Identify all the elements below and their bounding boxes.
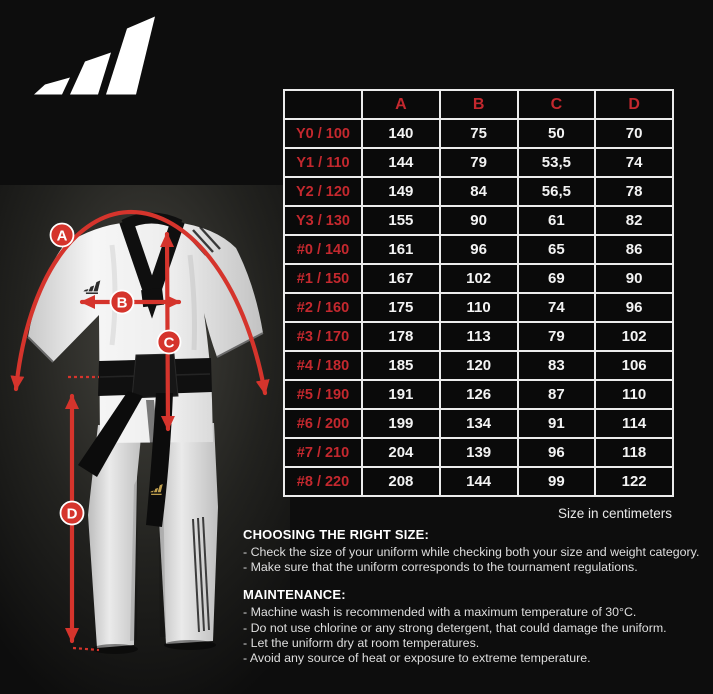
measurement-value: 178 (362, 322, 440, 351)
measurement-value: 74 (518, 293, 596, 322)
measurement-value: 74 (595, 148, 673, 177)
measurement-value: 144 (440, 467, 518, 496)
measurement-value: 90 (440, 206, 518, 235)
table-row (284, 206, 673, 235)
size-label: #4 / 180 (284, 351, 362, 380)
measurement-value: 161 (362, 235, 440, 264)
column-header-a: A (362, 90, 440, 119)
measurement-value: 87 (518, 380, 596, 409)
measurement-value: 140 (362, 119, 440, 148)
marker-a-letter: A (56, 227, 68, 245)
measurement-value: 139 (440, 438, 518, 467)
marker-b-letter: B (116, 294, 128, 312)
size-label: #8 / 220 (284, 467, 362, 496)
section-line: - Do not use chlorine or any strong detergent, that could damage the uniform. (243, 620, 667, 635)
measurement-value: 96 (518, 438, 596, 467)
size-label: Y1 / 110 (284, 148, 362, 177)
section-line: - Avoid any source of heat or exposure to extreme temperature. (243, 651, 591, 666)
size-label: Y3 / 130 (284, 206, 362, 235)
marker-d (61, 502, 84, 525)
size-label: #3 / 170 (284, 322, 362, 351)
logo-bar-large (106, 17, 155, 95)
size-label: Y2 / 120 (284, 177, 362, 206)
table-row (284, 235, 673, 264)
size-label: #0 / 140 (284, 235, 362, 264)
section-line: - Make sure that the uniform corresponds to the tournament regulations. (243, 560, 638, 575)
measurement-value: 122 (595, 467, 673, 496)
measurement-value: 96 (595, 293, 673, 322)
measurement-value: 69 (518, 264, 596, 293)
measurement-value: 120 (440, 351, 518, 380)
measurement-value: 144 (362, 148, 440, 177)
measurement-value: 102 (595, 322, 673, 351)
section-line: - Check the size of your uniform while checking both your size and weight category. (243, 545, 700, 559)
section-heading: CHOOSING THE RIGHT SIZE: (243, 527, 430, 542)
measurement-value: 90 (595, 264, 673, 293)
measurement-value: 204 (362, 438, 440, 467)
logo-bar-medium (70, 53, 111, 95)
measurement-value: 84 (440, 177, 518, 206)
measurement-value: 167 (362, 264, 440, 293)
section-line: - Machine wash is recommended with a maximum temperature of 30°C. (243, 605, 637, 620)
measurement-value: 79 (440, 148, 518, 177)
measurement-value: 208 (362, 467, 440, 496)
measurement-value: 86 (595, 235, 673, 264)
measurement-value: 110 (440, 293, 518, 322)
marker-a (51, 224, 74, 247)
measurement-value: 70 (595, 119, 673, 148)
measurement-value: 191 (362, 380, 440, 409)
corner-cell (284, 90, 362, 119)
adidas-logo (24, 6, 174, 102)
size-table-header-row (284, 90, 673, 119)
table-row (284, 438, 673, 467)
measurement-value: 65 (518, 235, 596, 264)
measurement-value: 110 (595, 380, 673, 409)
size-unit-note: Size in centimeters (557, 506, 672, 521)
logo-bar-small (34, 78, 70, 95)
table-row (284, 409, 673, 438)
marker-c-letter: C (163, 334, 175, 352)
table-row (284, 322, 673, 351)
section-line: - Let the uniform dry at room temperatures. (243, 635, 480, 650)
table-row (284, 351, 673, 380)
measurement-value: 61 (518, 206, 596, 235)
table-row (284, 264, 673, 293)
measurement-value: 149 (362, 177, 440, 206)
table-row (284, 467, 673, 496)
size-table-body (284, 119, 673, 496)
measurement-value: 56,5 (518, 177, 596, 206)
size-label: #1 / 150 (284, 264, 362, 293)
table-row (284, 119, 673, 148)
measurement-value: 96 (440, 235, 518, 264)
measurement-value: 118 (595, 438, 673, 467)
column-header-c: C (518, 90, 596, 119)
measurement-value: 83 (518, 351, 596, 380)
marker-c (158, 331, 181, 354)
measurement-value: 82 (595, 206, 673, 235)
measurement-value: 175 (362, 293, 440, 322)
measurement-value: 102 (440, 264, 518, 293)
size-label: #5 / 190 (284, 380, 362, 409)
info-sections (243, 527, 713, 666)
measurement-value: 199 (362, 409, 440, 438)
size-label: #2 / 160 (284, 293, 362, 322)
measurement-value: 155 (362, 206, 440, 235)
measurement-value: 114 (595, 409, 673, 438)
measurement-value: 78 (595, 177, 673, 206)
measurement-value: 50 (518, 119, 596, 148)
measurement-value: 185 (362, 351, 440, 380)
size-label: Y0 / 100 (284, 119, 362, 148)
measurement-value: 99 (518, 467, 596, 496)
marker-b (111, 291, 134, 314)
measurement-value: 126 (440, 380, 518, 409)
table-row (284, 177, 673, 206)
choosing-size-section (243, 527, 713, 575)
size-table-head (284, 90, 673, 119)
measurement-value: 79 (518, 322, 596, 351)
measurement-value: 106 (595, 351, 673, 380)
measurement-value: 91 (518, 409, 596, 438)
measurement-value: 134 (440, 409, 518, 438)
size-label: #6 / 200 (284, 409, 362, 438)
table-row (284, 293, 673, 322)
marker-d-letter: D (66, 505, 78, 523)
table-row (284, 148, 673, 177)
table-row (284, 380, 673, 409)
size-label: #7 / 210 (284, 438, 362, 467)
column-header-b: B (440, 90, 518, 119)
measurement-value: 113 (440, 322, 518, 351)
column-header-d: D (595, 90, 673, 119)
size-table (283, 89, 674, 497)
measurement-value: 53,5 (518, 148, 596, 177)
measurement-value: 75 (440, 119, 518, 148)
maintenance-section (243, 587, 713, 666)
section-heading: MAINTENANCE: (243, 587, 346, 603)
